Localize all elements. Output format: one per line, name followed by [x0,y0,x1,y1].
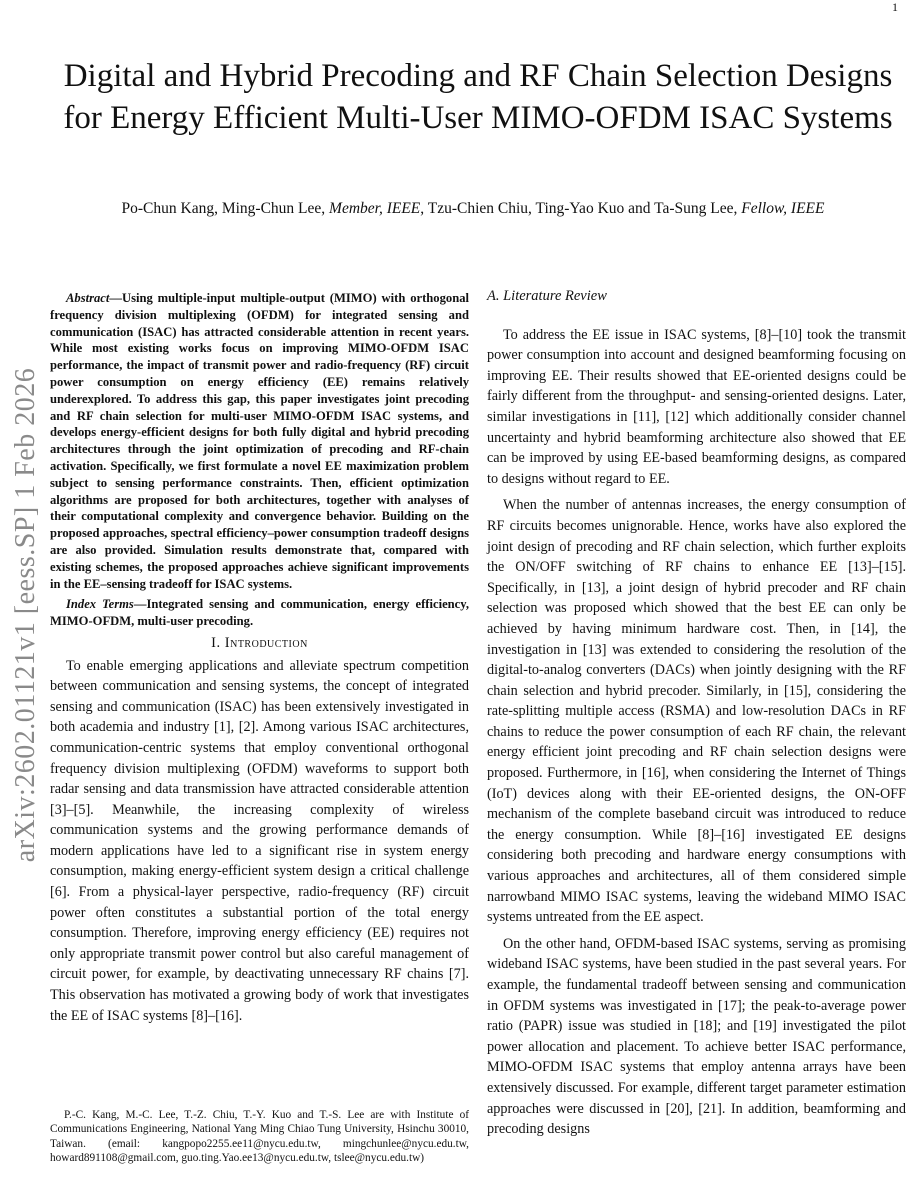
section-heading-introduction [50,633,469,654]
arxiv-stamp [6,320,46,910]
abstract-text: —Using multiple-input multiple-output (MIMO) with orthogonal frequency division multiplexing (OFDM) for integrated sensing and communication (ISAC) has attracted considerable attention in recent years. While most existing works focus on improving MIMO-OFDM ISAC performance, the impact of transmit power and radio-frequency (RF) circuit power consumption on energy efficiency (EE) remains relatively underexplored. To address this gap, this paper investigates joint precoding and RF chain selection for multi-user MIMO-OFDM ISAC systems, and develops energy-efficient designs for both fully digital and hybrid precoding architectures through the joint optimization of precoding and RF-chain activation. Specifically, we first formulate a novel EE maximization problem subject to sensing performance constraints. Then, efficient optimization algorithms are proposed for both architectures, together with analyses of their computational complexity and convergence behavior. Building on the proposed approaches, spectral efficiency–power consumption tradeoff designs are also provided. Simulation results demonstrate that, compared with existing schemes, the proposed approaches achieve significant improvements in the EE–sensing tradeoff for ISAC systems. [50,291,469,591]
section-number: I. [211,634,221,651]
right-column [487,286,906,1146]
abstract [50,290,469,592]
footnote-text: P.-C. Kang, M.-C. Lee, T.-Z. Chiu, T.-Y. Kuo and T.-S. Lee are with Institute of Communications Engineering, National Yang Ming Chiao Tung University, Hsinchu 30010, Taiwan. (email: kangpopo2255.ee11@nycu.edu.tw, mingchunlee@nycu.edu.tw, howard891108@gmail.com, guo.ting.Yao.ee13@nycu.edu.tw, tslee@nycu.edu.tw) [50,1109,469,1165]
authors-part-1: Po-Chun Kang, Ming-Chun Lee, [121,200,326,217]
authors-part-2: , Tzu-Chien Chiu, Ting-Yao Kuo and Ta-Sung Lee, [420,200,738,217]
left-column [50,290,469,1026]
subsection-heading-literature-review: A. Literature Review [487,288,607,304]
author-role-1: Member, IEEE [329,200,421,217]
intro-paragraph: To enable emerging applications and alleviate spectrum competition between communication and sensing systems, the concept of integrated sensing and communication (ISAC) has been extensively investigated in both academia and industry [1], [2]. Among various ISAC architectures, communication-centric systems that employ conventional orthogonal frequency division multiplexing (OFDM) waveforms to support both radar sensing and data transmission have attracted considerable attention [3]–[5]. Meanwhile, the increasing complexity of wireless communication systems and the growing performance demands of modern applications have led to a significant rise in system energy consumption, making energy-efficient system design a critical challenge [6]. From a physical-layer perspective, radio-frequency (RF) circuit power often constitutes a substantial portion of the total energy consumption. Therefore, improving energy efficiency (EE) requires not only appropriate transmit power control but also careful management of circuit power, for example, by deactivating unnecessary RF chains [7]. This observation has motivated a growing body of work that investigates the EE of ISAC systems [8]–[16]. [50,657,469,1024]
abstract-label: Abstract [66,291,110,305]
author-line [40,200,906,218]
lit-review-paragraph: On the other hand, OFDM-based ISAC systems, serving as promising wideband ISAC systems, have been studied in the past several years. For example, the fundamental tradeoff between sensing and communication in OFDM systems was investigated in [17]; the peak-to-average power ratio (PAPR) issue was studied in [18]; and [19] investigated the pilot power allocation and placement. To achieve better ISAC performance, MIMO-OFDM ISAC systems that employ antenna arrays have been extensively discussed. For example, different target parameter estimation approaches were discussed in [20], [21]. In addition, beamforming and precoding designs [487,935,906,1138]
index-terms [50,596,469,630]
paper-title: Digital and Hybrid Precoding and RF Chain Selection Designs for Energy Efficient Multi-User MIMO-OFDM ISAC Systems [63,58,893,136]
affiliation-footnote [50,1108,469,1166]
arxiv-stamp-text: arXiv:2602.01121v1 [eess.SP] 1 Feb 2026 [10,367,41,863]
page-number: 1 [892,0,898,14]
index-terms-label: Index Terms [66,597,134,612]
author-role-2: Fellow, IEEE [741,200,825,217]
lit-review-paragraph: To address the EE issue in ISAC systems, [8]–[10] took the transmit power consumption into account and designed beamforming focusing on improving EE. Their results showed that EE-oriented designs could be fairly different from the throughput- and sensing-oriented designs. Later, similar investigations in [11], [12] which additionally consider channel uncertainty and hybrid beamforming architecture also showed that EE can be improved by using EE-based beamforming designs, as compared to designs without regard to EE. [487,326,906,487]
section-title: Introduction [224,634,308,651]
index-terms-text: —Integrated sensing and communication, energy efficiency, MIMO-OFDM, multi-user precoding. [50,597,469,629]
lit-review-paragraph: When the number of antennas increases, the energy consumption of RF circuits becomes unignorable. Hence, works have also explored the joint design of precoding and RF chain selection, which further exploits the ON/OFF switching of RF chains to enhance EE [13]–[15]. Specifically, in [13], a joint design of hybrid precoder and RF chain selection was proposed which showed that the best EE can only be achieved by having minimum hardware cost. Then, in [14], the investigation in [13] was extended to considering the resolution of the digital-to-analog converters (DACs) when jointly designing with the RF chain selection and hybrid precoder. Similarly, in [15], considering the rate-splitting multiple access (RSMA) and low-resolution DACs in RF chains to reduce the power consumption of each RF chain, the relevant energy efficient joint precoding and RF chain selection designs were proposed. Furthermore, in [16], when considering the Internet of Things (IoT) devices along with their EE-oriented designs, the ON-OFF mechanism of the complete baseband circuit was introduced to reduce the energy consumption. While [8]–[16] investigated EE designs considering both precoding and hardware energy consumptions with various approaches and architectures, all of them considered simple narrowband MIMO ISAC systems, leaving the wideband MIMO ISAC systems untreated from the EE aspect. [487,497,906,926]
